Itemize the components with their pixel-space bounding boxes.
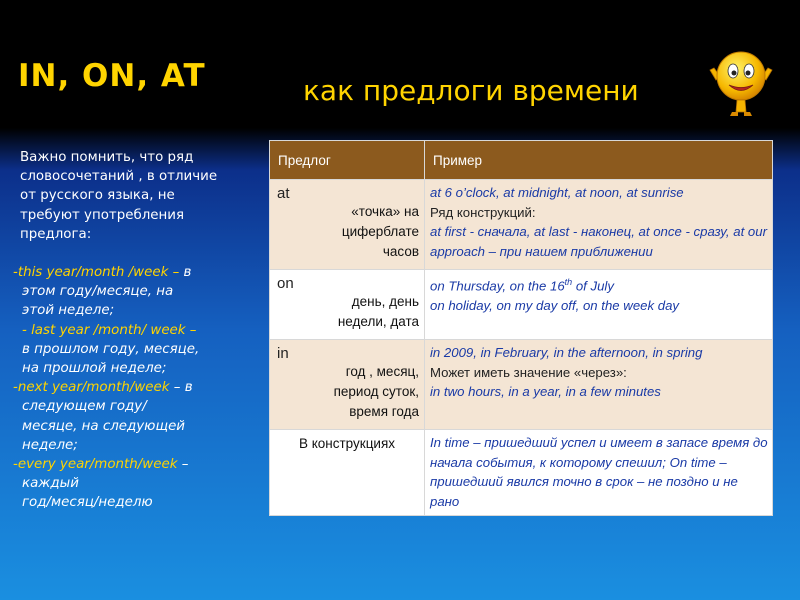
note-this-year: -this year/month /week – в xyxy=(13,265,192,281)
note-this-year-line2: этом году/месяце, на xyxy=(22,284,174,300)
note-this-year-line3: этой неделе; xyxy=(22,303,115,319)
example-in-1: in 2009, in February, in the afternoon, in spring xyxy=(430,345,703,360)
intro-text: Важно помнить, что ряд словосочетаний , в отличие от русского языка, не требуют употребления предлога: xyxy=(20,150,218,242)
prep-word-on: on xyxy=(277,275,294,292)
example-at-2: Ряд конструкций: xyxy=(430,204,536,220)
header-example: Пример xyxy=(425,141,773,180)
prep-cell-in xyxy=(270,340,425,430)
left-notes-panel xyxy=(13,148,235,513)
prep-word-at: at xyxy=(277,185,290,202)
prep-desc-in: год , месяц, период суток, время года xyxy=(333,364,419,419)
example-at-3: at first - сначала, at last - наконец, at once - сразу, at our approach – при нашем приближении xyxy=(430,224,767,259)
example-cell-constructions: In time – пришедший успел и имеет в запасе время до начала события, к которому спешил; On time – пришедший явился точно в срок – не поздно и не рано xyxy=(425,430,773,516)
note-next-year-line4: неделе; xyxy=(22,437,78,453)
example-cell-on xyxy=(425,270,773,340)
prepositions-table xyxy=(269,140,773,516)
prep-desc-at: «точка» на циферблате часов xyxy=(341,204,419,259)
prep-cell-constructions: В конструкциях xyxy=(270,430,425,516)
example-cell-in xyxy=(425,340,773,430)
note-every-year-line2: каждый xyxy=(22,476,79,492)
note-last-year-line2: в прошлом году, месяце, xyxy=(22,341,200,357)
note-last-year: - last year /month/ week – xyxy=(22,322,197,338)
smiley-face-icon xyxy=(708,40,774,120)
example-in-3: in two hours, in a year, in a few minutes xyxy=(430,384,661,399)
example-in-2: Может иметь значение «через»: xyxy=(430,364,627,380)
table-row-on xyxy=(270,270,773,340)
example-on-2: on holiday, on my day off, on the week day xyxy=(430,297,680,313)
note-next-year-line2: следующем году/ xyxy=(22,399,147,415)
table-row-constructions xyxy=(270,430,773,516)
prep-cell-on xyxy=(270,270,425,340)
note-last-year-line3: на прошлой неделе; xyxy=(22,361,167,377)
table-row-at xyxy=(270,180,773,270)
prep-desc-on: день, день недели, дата xyxy=(337,294,419,329)
prep-word-in: in xyxy=(277,345,289,362)
note-every-year-line3: год/месяц/неделю xyxy=(22,495,153,511)
note-every-year: -every year/month/week – xyxy=(13,457,189,473)
note-next-year-line3: месяце, на следующей xyxy=(22,418,186,434)
example-on-1: on Thursday, on the 16th of July xyxy=(430,277,614,294)
example-cell-at xyxy=(425,180,773,270)
title-subtitle: как предлоги времени xyxy=(303,74,639,107)
title-prepositions: IN, ON, AT xyxy=(18,58,206,94)
prep-cell-at xyxy=(270,180,425,270)
header-preposition: Предлог xyxy=(270,141,425,180)
table-header-row xyxy=(270,141,773,180)
table-row-in xyxy=(270,340,773,430)
note-next-year: -next year/month/week – в xyxy=(13,380,193,396)
example-at-1: at 6 o’clock, at midnight, at noon, at sunrise xyxy=(430,185,684,200)
